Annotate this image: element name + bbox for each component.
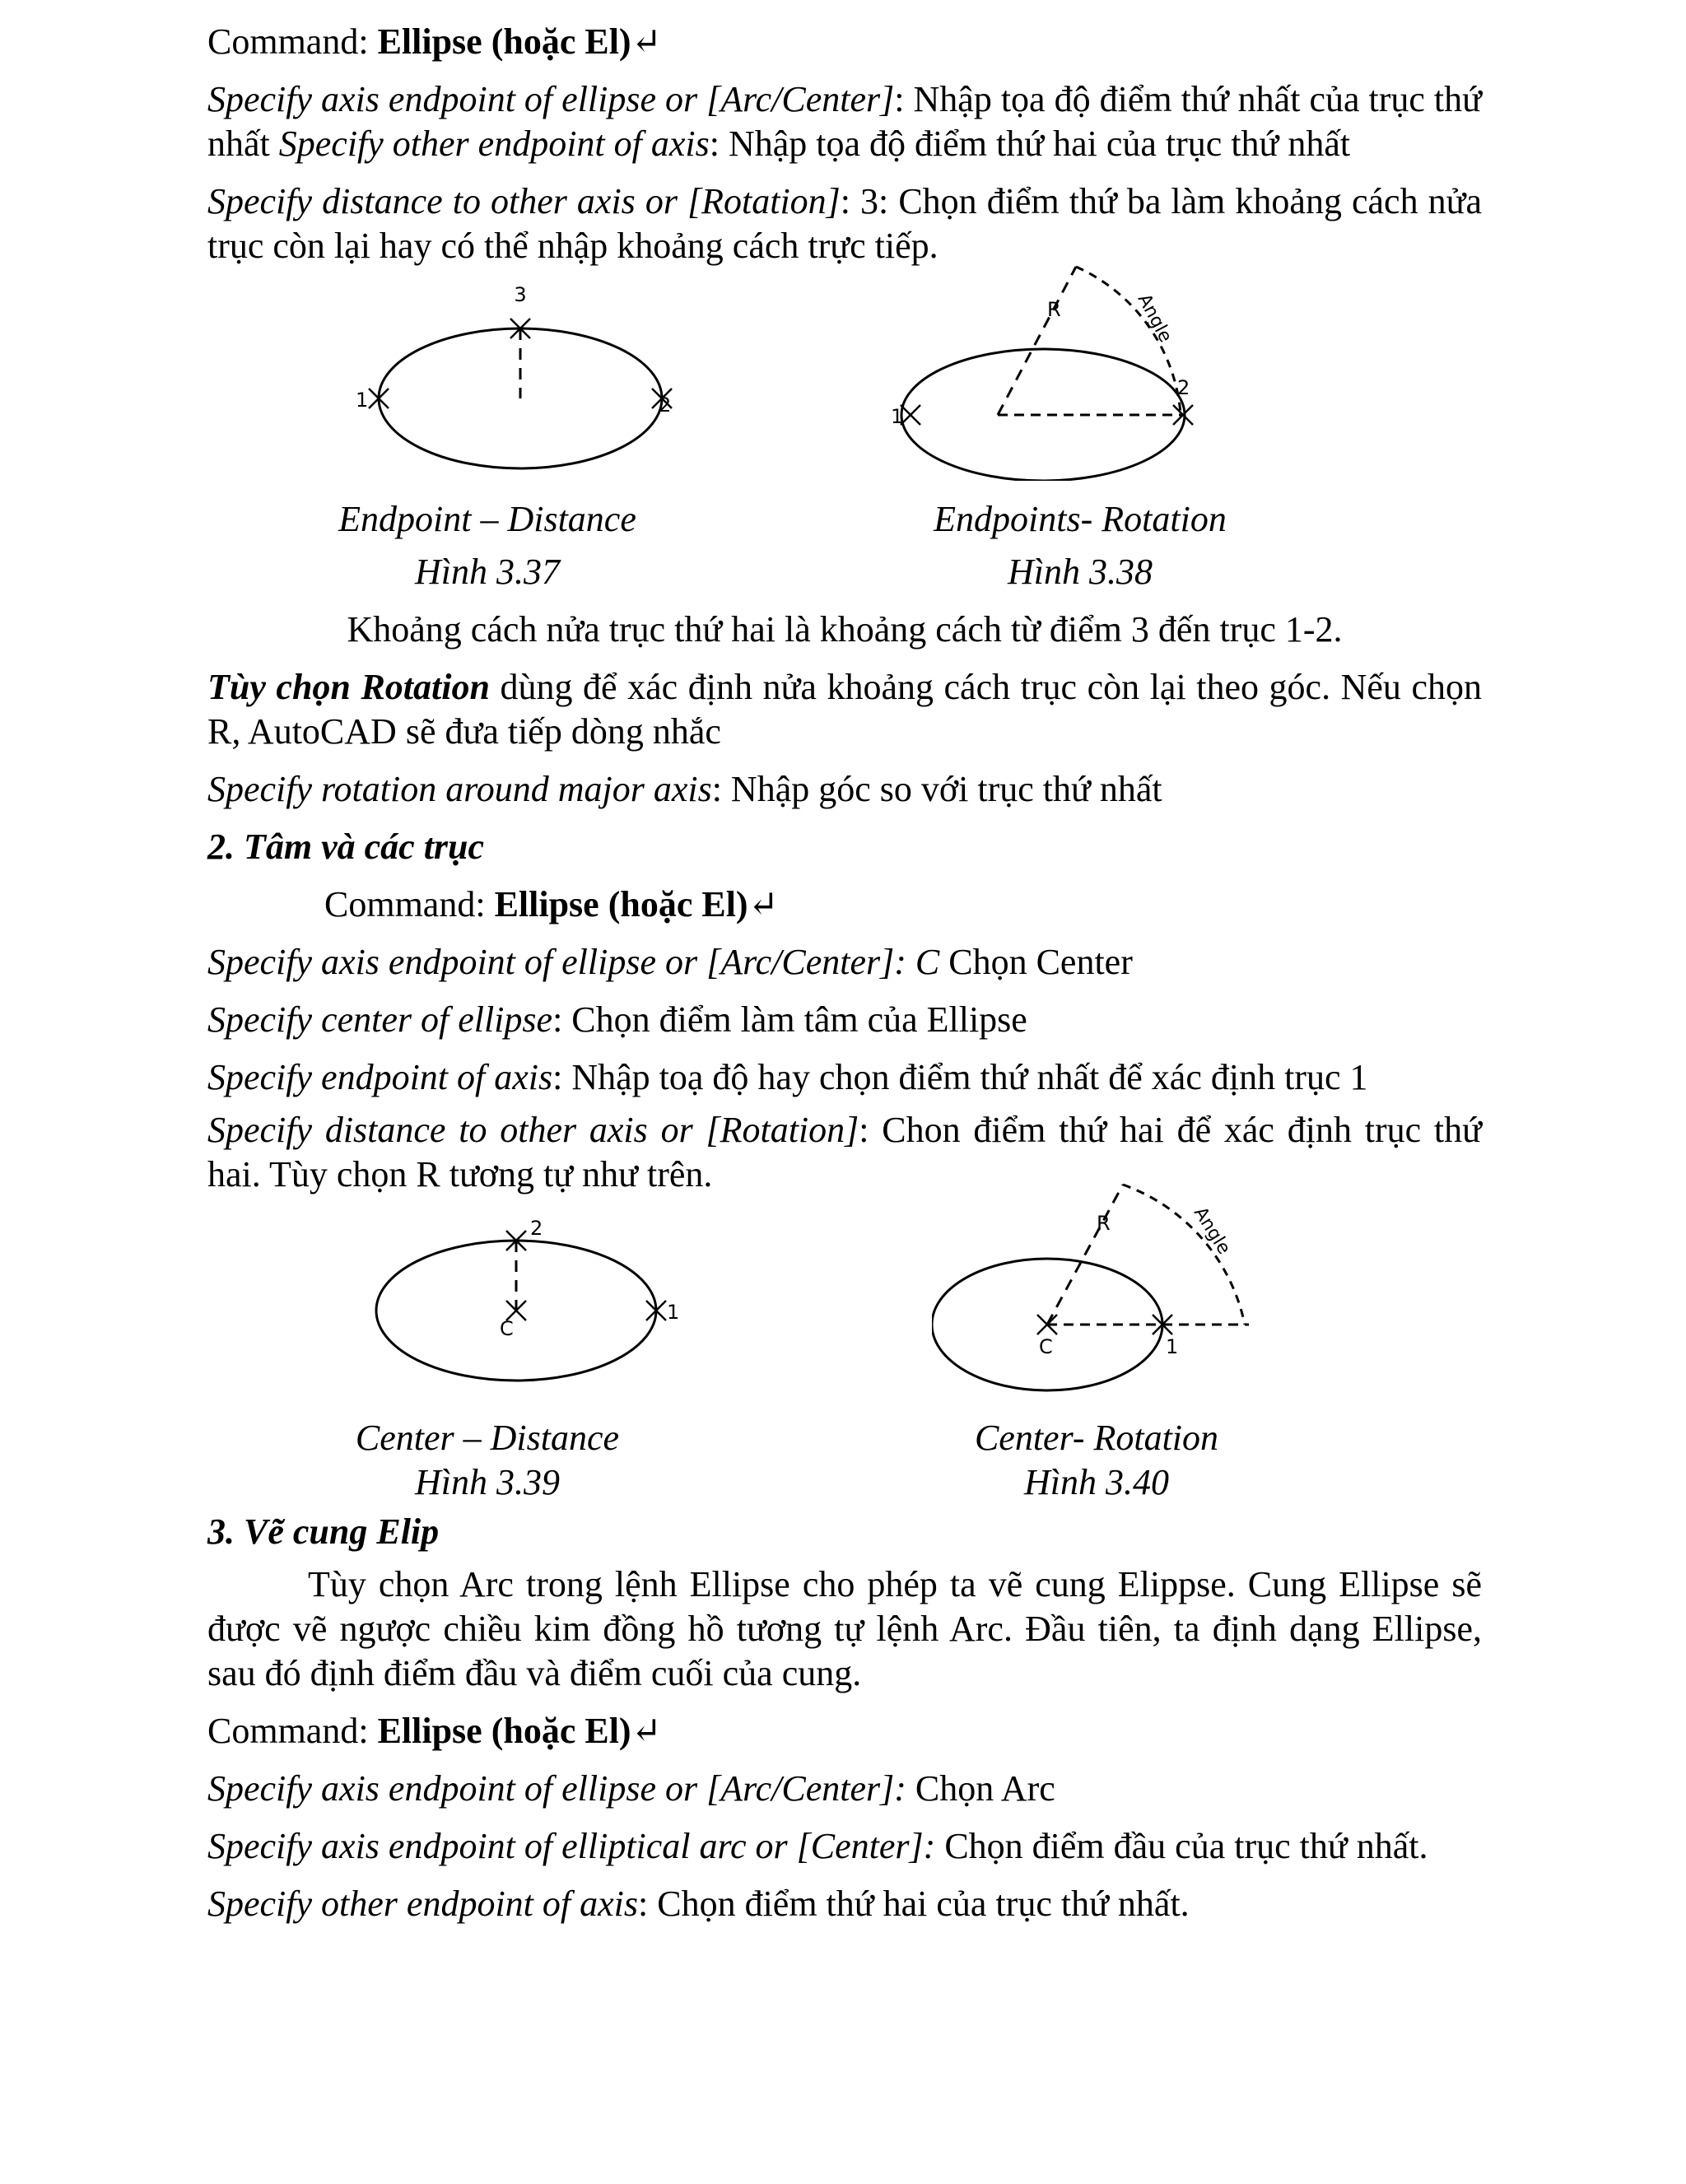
figure-number-3-38: Hình 3.38 <box>1008 552 1153 592</box>
point-label-1: 1 <box>667 1301 680 1324</box>
prompt-distance-other-axis-2: Specify distance to other axis or [Rotation]: Chon điểm thứ hai để xác định trục thứ hai. Tùy chọn R tương tự như trên. <box>207 1110 1482 1194</box>
arc-option-paragraph: Tùy chọn Arc trong lệnh Ellipse cho phép ta vẽ cung Elippse. Cung Ellipse sẽ được vẽ ngược chiều kim đồng hồ tương tự lệnh Arc. Đầu tiên, ta định dạng Ellipse, sau đó định điểm đầu và điểm cuối của cung. <box>207 1564 1482 1693</box>
center-label-c: C <box>1039 1335 1053 1358</box>
angle-label: Angle <box>1133 291 1176 347</box>
angle-label: Angle <box>1189 1203 1235 1259</box>
note-half-axis-distance: Khoảng cách nửa trục thứ hai là khoảng cách từ điểm 3 đến trục 1-2. <box>347 609 1343 650</box>
prompt-distance-other-axis: Specify distance to other axis or [Rotation]: 3: Chọn điểm thứ ba làm khoảng cách nửa trục còn lại hay có thể nhập khoảng cách trực tiếp. <box>207 181 1482 266</box>
figure-endpoint-distance <box>347 275 677 481</box>
command-line-2: Command: Ellipse (hoặc El)↵ <box>324 884 779 924</box>
center-label-c: C <box>500 1317 514 1340</box>
point-label-2: 2 <box>1177 376 1190 399</box>
prompt-axis-endpoint: Specify axis endpoint of ellipse or [Arc/Center]: Nhập tọa độ điểm thứ nhất của trục thứ nhất Specify other endpoint of axis: Nhập tọa độ điểm thứ hai của trục thứ nhất <box>207 79 1483 164</box>
prompt-axis-endpoint-center: Specify axis endpoint of ellipse or [Arc/Center]: C Chọn Center <box>207 942 1133 982</box>
ellipse-diagram-center-distance <box>372 1212 685 1401</box>
figure-number-3-40: Hình 3.40 <box>1024 1462 1169 1502</box>
document-page <box>207 20 1482 1926</box>
ellipse-diagram-endpoints-rotation <box>891 258 1261 481</box>
prompt-other-endpoint: Specify other endpoint of axis: Chọn điểm thứ hai của trục thứ nhất. <box>207 1884 1190 1924</box>
figure-number-3-37: Hình 3.37 <box>415 552 560 592</box>
return-icon: ↵ <box>748 884 779 924</box>
figure-row-1 <box>207 275 1482 614</box>
point-label-1: 1 <box>891 405 904 428</box>
figure-number-3-39: Hình 3.39 <box>415 1462 560 1502</box>
caption-center-distance: Center – Distance <box>355 1418 620 1458</box>
command-line-3: Command: Ellipse (hoặc El)↵ <box>207 1711 662 1751</box>
prompt-arc-choice: Specify axis endpoint of ellipse or [Arc/Center]: Chọn Arc <box>207 1768 1055 1809</box>
caption-endpoint-distance: Endpoint – Distance <box>338 499 636 539</box>
ellipse-diagram-endpoint-distance <box>347 275 677 481</box>
prompt-rotation-major-axis: Specify rotation around major axis: Nhập góc so với trục thứ nhất <box>207 769 1162 809</box>
figure-center-distance <box>372 1212 685 1401</box>
prompt-endpoint-of-axis: Specify endpoint of axis: Nhập toạ độ hay chọn điểm thứ nhất để xác định trục 1 <box>207 1057 1368 1097</box>
ellipse-diagram-center-rotation <box>932 1180 1294 1395</box>
return-icon: ↵ <box>631 1711 662 1751</box>
point-label-2: 2 <box>659 393 672 417</box>
radius-label-r: R <box>1097 1212 1111 1235</box>
section-heading-2: 2. Tâm và các trục <box>207 827 485 867</box>
return-icon: ↵ <box>631 21 662 62</box>
figure-endpoints-rotation <box>891 258 1261 481</box>
point-label-1: 1 <box>356 389 369 412</box>
rotation-option-paragraph: Tùy chọn Rotation dùng để xác định nửa khoảng cách trục còn lại theo góc. Nếu chọn R, AutoCAD sẽ đưa tiếp dòng nhắc <box>207 667 1483 752</box>
figure-row-2 <box>207 1204 1482 1530</box>
point-label-1: 1 <box>1166 1335 1179 1358</box>
radius-label-r: R <box>1047 298 1061 321</box>
prompt-center-of-ellipse: Specify center of ellipse: Chọn điểm làm tâm của Ellipse <box>207 999 1027 1040</box>
point-label-3: 3 <box>514 283 527 306</box>
command-line-1: Command: Ellipse (hoặc El)↵ <box>207 21 662 62</box>
caption-endpoints-rotation: Endpoints- Rotation <box>934 499 1227 539</box>
caption-center-rotation: Center- Rotation <box>974 1418 1219 1458</box>
figure-center-rotation <box>932 1180 1294 1395</box>
section-heading-3: 3. Vẽ cung Elip <box>207 1511 440 1552</box>
point-label-2: 2 <box>530 1217 543 1240</box>
prompt-elliptical-arc-endpoint: Specify axis endpoint of elliptical arc or [Center]: Chọn điểm đầu của trục thứ nhất. <box>207 1826 1428 1866</box>
